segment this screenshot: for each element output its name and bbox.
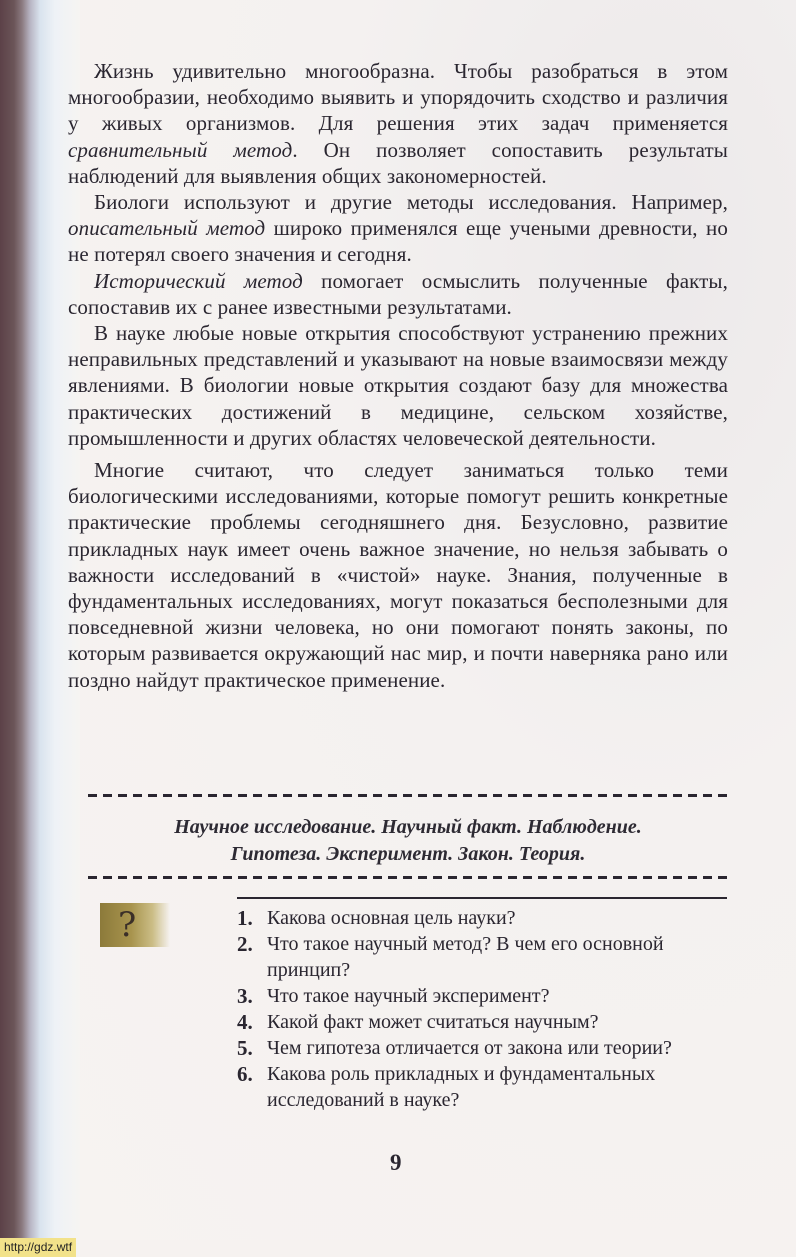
question-item bbox=[237, 1061, 737, 1113]
question-number: 1. bbox=[237, 906, 253, 930]
question-item bbox=[237, 1035, 737, 1061]
dashed-divider-top bbox=[88, 794, 728, 797]
question-text: Что такое научный эксперимент? bbox=[267, 985, 550, 1007]
question-text: Какова роль прикладных и фундаментальных исследований в науке? bbox=[267, 1063, 656, 1111]
question-item bbox=[237, 931, 737, 983]
text-run: широко применялся еще учеными древности, но не потерял своего значения и сегодня. bbox=[68, 216, 728, 267]
question-text: Что такое научный метод? В чем его основной принцип? bbox=[267, 933, 664, 981]
text-run: Многие считают, что следует заниматься только теми биологическими исследованиями, которые помогут решить конкретные практические проблемы сегодняшнего дня. Безусловно, развитие прикладных наук имеет очень важное значение, но нельзя забывать о важности исследований в «чистой» науке. Знания, полученные в фундаментальных исследованиях, могут показаться бесполезными для повседневной жизни человека, но они помогают понять законы, по которым развивается окружающий нас мир, и почти наверняка рано или поздно найдут практическое применение. bbox=[68, 458, 728, 692]
question-text: Какой факт может считаться научным? bbox=[267, 1011, 599, 1033]
paragraph bbox=[68, 320, 728, 451]
text-run: Биологи используют и другие методы исследования. Например, bbox=[94, 190, 728, 215]
dashed-divider-bottom bbox=[88, 876, 728, 879]
paragraph bbox=[68, 268, 728, 320]
question-mark-icon bbox=[100, 903, 170, 947]
paragraph bbox=[68, 58, 728, 189]
paragraph bbox=[68, 457, 728, 693]
term-historical-method: Исторический метод bbox=[94, 268, 303, 293]
question-item bbox=[237, 1009, 737, 1035]
text-run: . Он позволяет сопоставить результаты наблюдений для выявления общих закономерностей. bbox=[68, 137, 728, 188]
text-run: Жизнь удивительно многообразна. Чтобы разобраться в этом многообразии, необходимо выявить и упорядочить сходство и различия у живых организмов. Для решения этих задач применяется bbox=[68, 59, 728, 136]
question-text: Какова основная цель науки? bbox=[267, 907, 516, 929]
watermark-link[interactable]: http://gdz.wtf bbox=[0, 1238, 76, 1257]
question-number: 3. bbox=[237, 984, 253, 1008]
question-item bbox=[237, 983, 737, 1009]
question-number: 5. bbox=[237, 1036, 253, 1060]
question-number: 4. bbox=[237, 1010, 253, 1034]
term-comparative-method: сравнительный метод bbox=[68, 137, 293, 162]
key-terms bbox=[88, 814, 728, 868]
question-item bbox=[237, 905, 737, 931]
term-descriptive-method: описательный метод bbox=[68, 216, 266, 241]
text-run: помогает осмыслить полученные факты, сопоставив их с ранее известными результатами. bbox=[68, 268, 728, 319]
key-terms-line-1: Научное исследование. Научный факт. Наблюдение. bbox=[174, 816, 642, 838]
review-questions bbox=[237, 905, 737, 1113]
paragraph bbox=[68, 189, 728, 268]
question-number: 6. bbox=[237, 1062, 253, 1086]
question-number: 2. bbox=[237, 932, 253, 956]
question-glyph: ? bbox=[118, 905, 137, 945]
page-number: 9 bbox=[390, 1150, 402, 1175]
questions-rule bbox=[237, 897, 727, 899]
text-run: В науке любые новые открытия способствуют устранению прежних неправильных представлений и указывают на новые взаимосвязи между явлениями. В биологии новые открытия создают базу для множества практических достижений в медицине, сельском хозяйстве, промышленности и других областях человеческой деятельности. bbox=[68, 321, 728, 450]
key-terms-line-2: Гипотеза. Эксперимент. Закон. Теория. bbox=[230, 843, 586, 865]
question-text: Чем гипотеза отличается от закона или теории? bbox=[267, 1037, 672, 1059]
body-text bbox=[68, 58, 728, 693]
